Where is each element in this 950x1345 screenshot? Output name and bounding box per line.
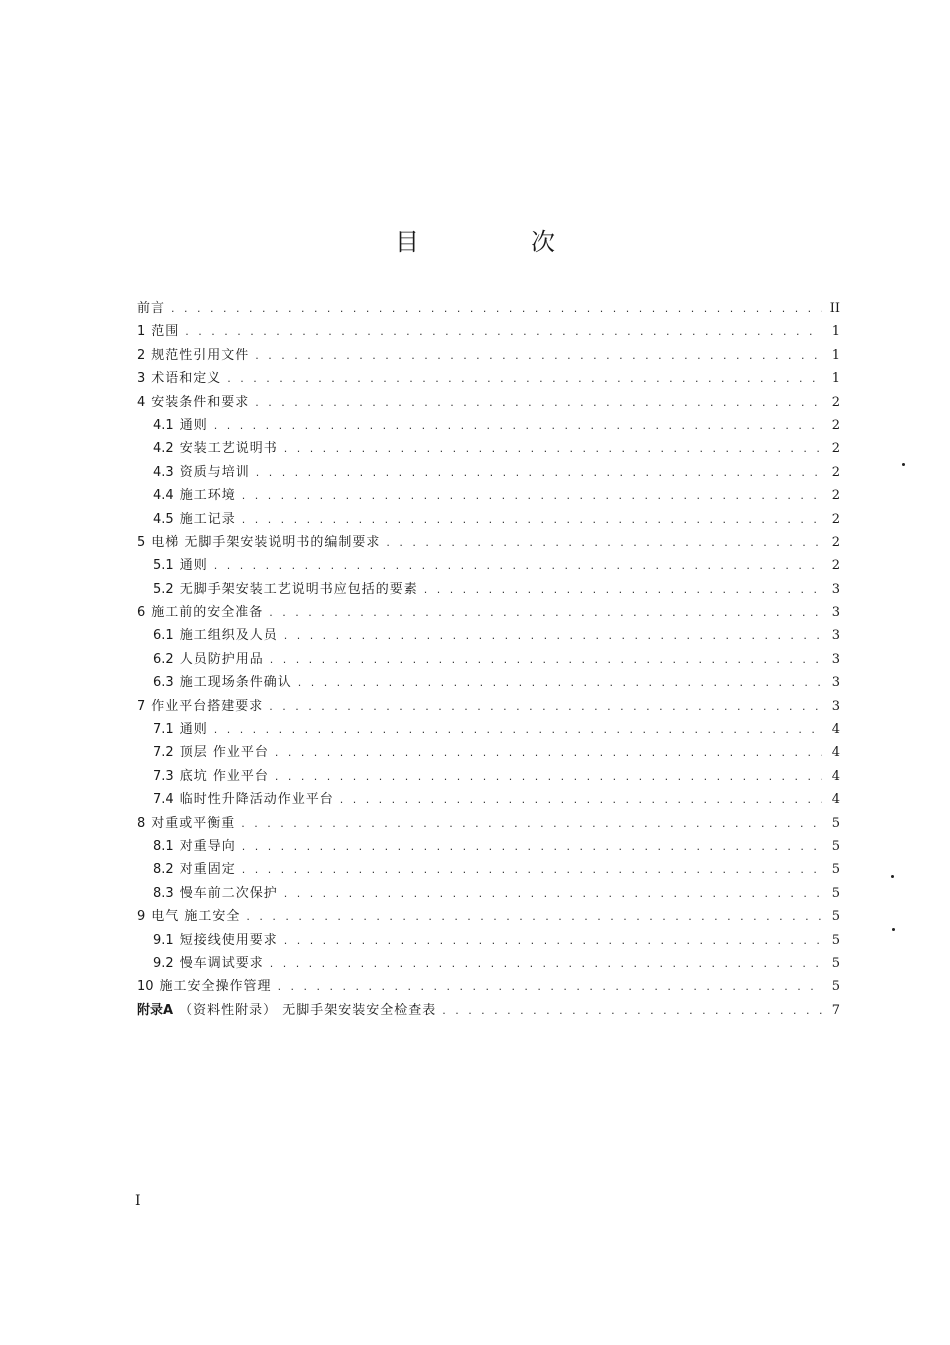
toc-entry-page: 4 [831,722,840,738]
toc-entry-page: 3 [831,628,840,644]
toc-entry-text: 底坑 作业平台 [179,768,269,784]
toc-entry-number: 6 [137,605,146,621]
toc-dot-leader [214,718,822,741]
toc-entry-text: 施工安全操作管理 [159,979,272,995]
toc-entry-number: 1 [137,324,146,340]
toc-entry[interactable] [137,624,840,647]
scan-speck [891,875,894,878]
toc-entry-text: 前言 [137,301,166,316]
toc-entry-number: 4.2 [153,441,174,457]
toc-entry-page: 2 [831,441,840,457]
toc-entry-page: 2 [831,488,840,504]
toc-entry[interactable] [137,367,840,390]
toc-entry-page: 5 [831,815,840,831]
toc-entry[interactable] [137,905,840,928]
toc-entry[interactable] [137,812,840,835]
toc-entry-text: 规范性引用文件 [151,347,250,363]
toc-dot-leader [242,835,822,858]
toc-entry-number: 4.5 [153,511,174,527]
toc-entry-text: 无脚手架安装工艺说明书应包括的要素 [179,581,418,597]
toc-entry-number: 8.3 [153,885,174,901]
toc-entry[interactable] [137,929,840,952]
toc-entry-text: 安装工艺说明书 [179,441,278,457]
toc-entry-number: 9 [137,909,146,925]
toc-dot-leader [284,624,822,647]
toc-entry-text: 对重固定 [179,862,236,878]
toc-entry[interactable] [137,975,840,998]
toc-entry-number: 9.1 [153,932,174,948]
scan-speck [902,463,905,466]
toc-dot-leader [269,601,822,624]
toc-entry-number: 附录A [137,1002,174,1018]
toc-entry[interactable] [137,391,840,414]
toc-entry[interactable] [137,718,840,741]
toc-dot-leader [255,391,822,414]
toc-dot-leader [171,297,822,320]
scan-speck [892,928,895,931]
toc-entry[interactable] [137,320,840,343]
toc-entry-page: 2 [831,558,840,574]
toc-dot-leader [269,695,822,718]
toc-dot-leader [278,975,822,998]
toc-entry-page: 5 [831,979,840,995]
toc-entry-page: 2 [831,417,840,433]
toc-entry-number: 8.2 [153,862,174,878]
toc-entry-number: 4 [137,394,146,410]
toc-entry-text: 施工记录 [179,511,236,527]
toc-entry[interactable] [137,461,840,484]
toc-entry-page: 5 [831,932,840,948]
page-number: I [135,1193,141,1209]
toc-entry[interactable] [137,344,840,367]
toc-entry[interactable] [137,999,840,1022]
toc-entry[interactable] [137,601,840,624]
toc-entry-number: 2 [137,347,146,363]
toc-entry-text: 施工现场条件确认 [179,675,292,691]
toc-entry-number: 6.2 [153,651,174,667]
toc-entry-page: 2 [831,534,840,550]
toc-entry[interactable] [137,297,840,320]
toc-entry[interactable] [137,531,840,554]
toc-entry[interactable] [137,882,840,905]
toc-dot-leader [424,578,822,601]
toc-entry-page: 2 [831,394,840,410]
toc-dot-leader [246,905,822,928]
toc-entry[interactable] [137,648,840,671]
toc-dot-leader [284,929,822,952]
toc-dot-leader [270,648,822,671]
toc-entry-number: 5.1 [153,558,174,574]
toc-entry-page: II [829,301,840,316]
toc-entry-text: 通则 [179,722,208,738]
toc-entry-number: 7.1 [153,722,174,738]
toc-entry-number: 3 [137,371,146,387]
toc-dot-leader [242,858,822,881]
toc-entry-number: 8.1 [153,838,174,854]
toc-entry-text: 施工环境 [179,488,236,504]
toc-entry-text: 施工前的安全准备 [151,605,264,621]
toc-entry-page: 1 [831,371,840,387]
toc-entry[interactable] [137,437,840,460]
toc-entry-page: 3 [831,651,840,667]
toc-entry-text: 人员防护用品 [179,651,264,667]
toc-entry[interactable] [137,741,840,764]
toc-entry-page: 1 [831,324,840,340]
toc-entry-text: 慢车前二次保护 [179,885,278,901]
toc-dot-leader [386,531,822,554]
toc-entry-page: 2 [831,511,840,527]
toc-entry[interactable] [137,695,840,718]
toc-entry-number: 8 [137,815,146,831]
toc-entry-number: 7 [137,698,146,714]
toc-entry-number: 5.2 [153,581,174,597]
toc-entry-text: 资质与培训 [179,464,250,480]
toc-entry-text: 安装条件和要求 [151,394,250,410]
toc-entry-number: 7.2 [153,745,174,761]
toc-entry-page: 4 [831,745,840,761]
toc-entry-page: 4 [831,768,840,784]
toc-entry-text: 范围 [151,324,180,340]
toc-entry-text: 顶层 作业平台 [179,745,269,761]
toc-entry-page: 4 [831,792,840,808]
toc-entry-page: 5 [831,955,840,971]
toc-dot-leader [242,508,822,531]
toc-title: 目 次 [395,228,599,256]
toc-dot-leader [255,344,822,367]
toc-dot-leader [214,554,822,577]
toc-entry[interactable] [137,508,840,531]
toc-entry-number: 10 [137,979,154,995]
toc-entry-number: 6.1 [153,628,174,644]
toc-entry-page: 3 [831,698,840,714]
toc-entry-number: 4.4 [153,488,174,504]
toc-entry-number: 6.3 [153,675,174,691]
toc-entry-page: 7 [831,1002,840,1018]
toc-entry-page: 5 [831,909,840,925]
toc-entry-page: 5 [831,885,840,901]
toc-entry-text: 临时性升降活动作业平台 [179,792,334,808]
toc-entry[interactable] [137,484,840,507]
toc-entry-text: 施工组织及人员 [179,628,278,644]
toc-entry[interactable] [137,414,840,437]
toc-dot-leader [298,671,822,694]
toc-entry-text: 术语和定义 [151,371,222,387]
toc-entry-number: 4.1 [153,417,174,433]
toc-dot-leader [442,999,822,1022]
toc-dot-leader [284,882,822,905]
toc-entry-number: 7.3 [153,768,174,784]
toc-entry-number: 7.4 [153,792,174,808]
toc-entry-text: 电气 施工安全 [151,909,241,925]
toc-entry[interactable] [137,835,840,858]
toc-entry[interactable] [137,671,840,694]
toc-entry-page: 3 [831,675,840,691]
toc-entry-text: 短接线使用要求 [179,932,278,948]
toc-list [137,297,840,1022]
toc-entry-text: 对重或平衡重 [151,815,236,831]
toc-dot-leader [214,414,822,437]
toc-entry-number: 5 [137,534,146,550]
toc-entry-page: 5 [831,838,840,854]
toc-dot-leader [242,484,822,507]
toc-entry[interactable] [137,788,840,811]
toc-entry[interactable] [137,765,840,788]
toc-entry[interactable] [137,858,840,881]
toc-dot-leader [256,461,822,484]
toc-entry-text: （资料性附录） 无脚手架安装安全检查表 [179,1002,437,1018]
toc-entry[interactable] [137,578,840,601]
toc-entry[interactable] [137,554,840,577]
toc-entry-text: 对重导向 [179,838,236,854]
toc-dot-leader [275,765,822,788]
toc-dot-leader [340,788,822,811]
toc-entry-page: 3 [831,605,840,621]
toc-entry-text: 电梯 无脚手架安装说明书的编制要求 [151,534,381,550]
toc-entry-page: 5 [831,862,840,878]
toc-entry-page: 2 [831,464,840,480]
toc-dot-leader [185,320,822,343]
toc-entry-text: 慢车调试要求 [179,955,264,971]
toc-entry-text: 通则 [179,558,208,574]
toc-dot-leader [284,437,822,460]
toc-entry-number: 4.3 [153,464,174,480]
toc-entry-text: 通则 [179,417,208,433]
toc-dot-leader [227,367,822,390]
toc-dot-leader [241,812,822,835]
toc-entry-text: 作业平台搭建要求 [151,698,264,714]
toc-dot-leader [270,952,822,975]
toc-entry-number: 9.2 [153,955,174,971]
toc-dot-leader [275,741,822,764]
toc-entry-page: 1 [831,347,840,363]
toc-entry-page: 3 [831,581,840,597]
toc-entry[interactable] [137,952,840,975]
